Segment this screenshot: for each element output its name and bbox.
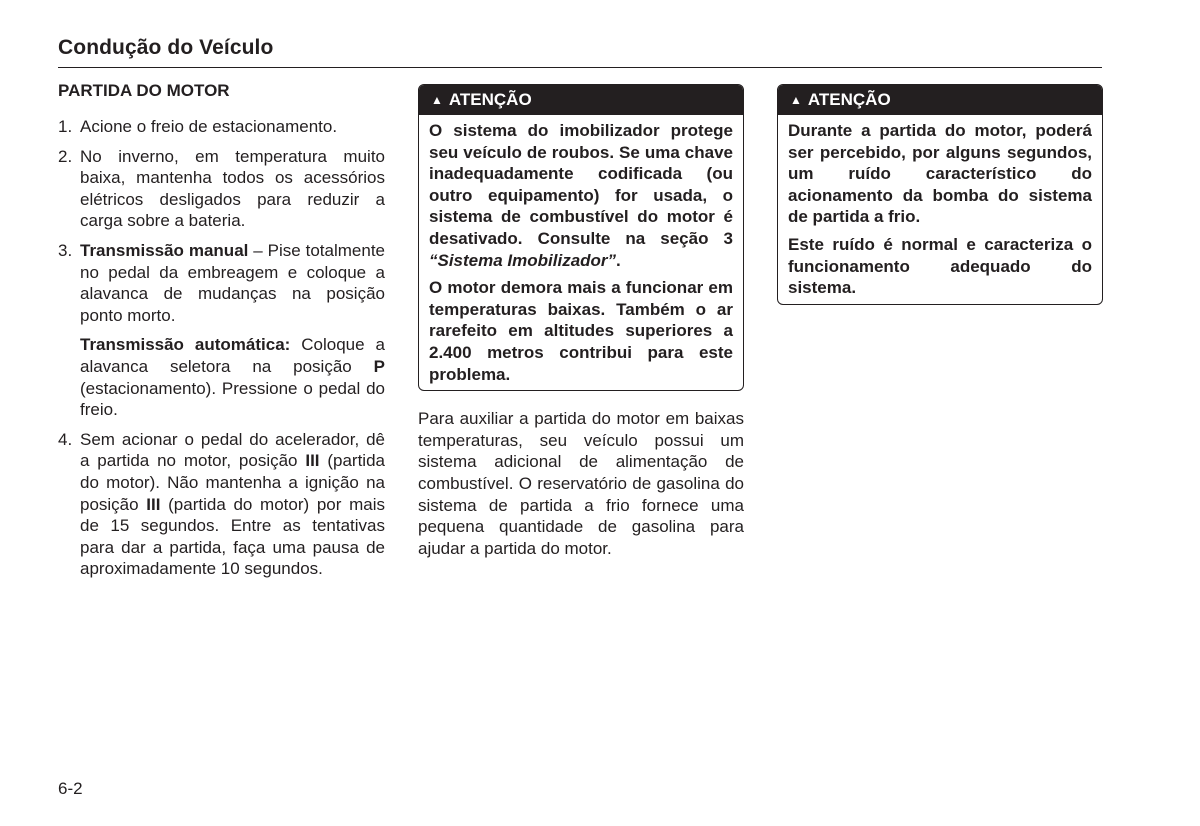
- list-item: [58, 429, 385, 580]
- warning-triangle-icon: ▲: [790, 93, 802, 107]
- warning-body: [778, 115, 1102, 304]
- step-bold-label: Transmissão automática:: [80, 335, 291, 355]
- step-text: – Pise totalmente no pedal da embreagem e coloque a alavanca de mudanças na posição ponto morto.: [80, 240, 386, 325]
- column-left: [58, 80, 385, 588]
- warning-title: ATENÇÃO: [448, 90, 532, 109]
- step-text: (estacionamento). Pressione o pedal do freio.: [80, 378, 385, 420]
- step-number: 4.: [58, 429, 73, 449]
- page-number: 6-2: [58, 779, 83, 798]
- warning-paragraph: O motor demora mais a funcionar em temperaturas baixas. Também o ar rarefeito em altitudes superiores a 2.400 metros contribui para este problema.: [429, 278, 733, 384]
- step-text: (partida do motor). Não mantenha a ignição na posição: [80, 451, 385, 514]
- warning-paragraph: [429, 120, 733, 271]
- step-number: 2.: [58, 146, 73, 166]
- list-item: [58, 146, 385, 232]
- section-title: PARTIDA DO MOTOR: [58, 81, 230, 100]
- page-title: Condução do Veículo: [58, 36, 274, 59]
- step-bold-label: Transmissão manual: [80, 240, 249, 260]
- gear-position-key: P: [373, 356, 385, 376]
- step-text: Sem acionar o pedal do acelerador, dê a partida no motor, posição: [80, 429, 385, 471]
- warning-title: ATENÇÃO: [807, 90, 891, 109]
- step-sub-paragraph: [80, 334, 385, 420]
- warning-box: [418, 84, 744, 391]
- ignition-position-key: III: [305, 451, 320, 471]
- body-paragraph: Para auxiliar a partida do motor em baixas temperaturas, seu veículo possui um sistema adicional de alimentação de combustível. O reservatório de gasolina do sistema de partida a frio fornece uma pequena quantidade de gasolina para ajudar a partida do motor.: [418, 409, 744, 558]
- steps-list: [58, 116, 385, 580]
- warning-header: [419, 85, 743, 115]
- step-text: Coloque a alavanca seletora na posição: [80, 335, 385, 376]
- warning-header: [778, 85, 1102, 115]
- warning-text: O sistema do imobilizador protege seu veículo de roubos. Se uma chave inadequadamente codificada (ou outro equipamento) for usada, o sistema de combustível do motor é desativado. Consulte na seção 3: [429, 121, 733, 248]
- list-item: [58, 116, 385, 138]
- warning-paragraph: Durante a partida do motor, poderá ser percebido, por alguns segundos, um ruído característico do acionamento da bomba do sistema de partida a frio.: [788, 121, 1092, 227]
- warning-reference: “Sistema Imobilizador”: [429, 250, 617, 270]
- step-text: No inverno, em temperatura muito baixa, mantenha todos os acessórios elétricos desligados para reduzir a carga sobre a bateria.: [80, 146, 385, 231]
- list-item: [58, 240, 385, 421]
- header-divider: [58, 67, 1102, 68]
- warning-paragraph: Este ruído é normal e caracteriza o funcionamento adequado do sistema.: [788, 234, 1092, 298]
- warning-triangle-icon: ▲: [431, 93, 443, 107]
- ignition-position-key: III: [146, 494, 161, 514]
- column-middle: [418, 84, 744, 559]
- column-right: [777, 84, 1103, 305]
- step-text: (partida do motor) por mais de 15 segundos. Entre as tentativas para dar a partida, faça uma pausa de aproximadamente 10 segundos.: [80, 494, 385, 579]
- warning-text-end: .: [616, 250, 621, 270]
- warning-box: [777, 84, 1103, 305]
- step-text: Acione o freio de estacionamento.: [80, 117, 338, 136]
- warning-body: [419, 115, 743, 390]
- step-number: 3.: [58, 240, 73, 260]
- step-number: 1.: [58, 117, 73, 136]
